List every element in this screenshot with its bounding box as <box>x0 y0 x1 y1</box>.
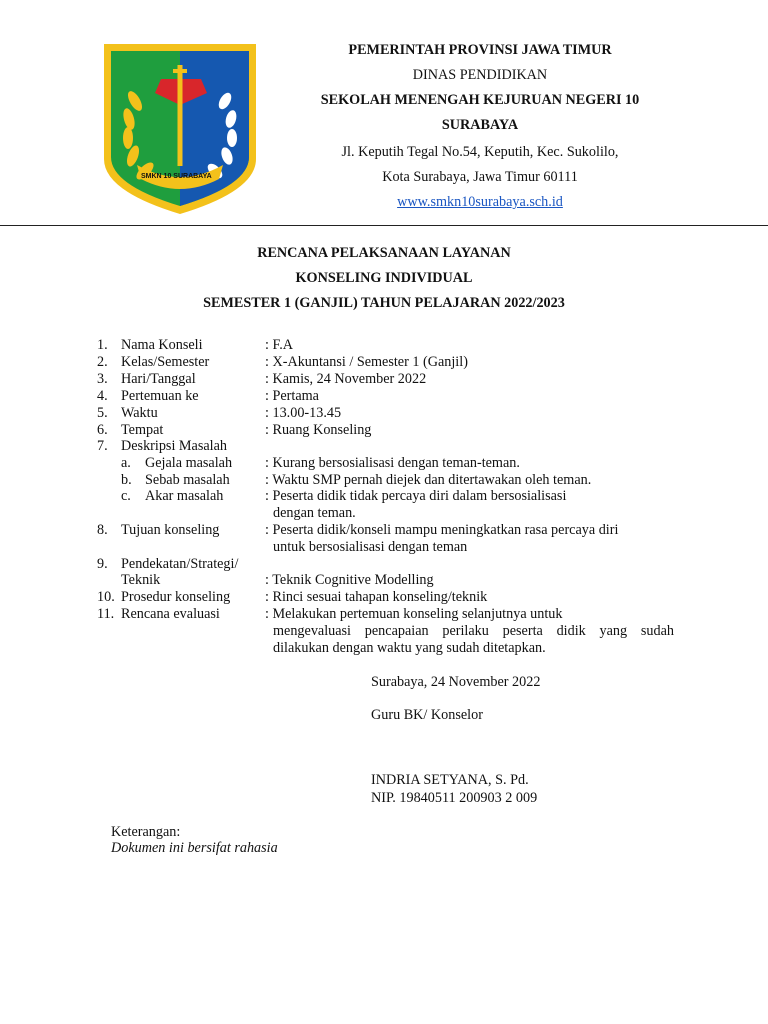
header-school-name: SEKOLAH MENENGAH KEJURUAN NEGERI 10 <box>320 92 640 108</box>
item-value: : Melakukan pertemuan konseling selanjutnya untuk <box>265 606 563 622</box>
subitem-label: Sebab masalah <box>145 472 230 488</box>
item-label: Waktu <box>121 405 158 421</box>
item-value: : 13.00-13.45 <box>265 405 342 421</box>
item-value: : Rinci sesuai tahapan konseling/teknik <box>265 589 488 605</box>
item-value: : X-Akuntansi / Semester 1 (Ganjil) <box>265 354 468 370</box>
item-label: Tujuan konseling <box>121 522 220 538</box>
item-value: : Teknik Cognitive Modelling <box>265 572 434 588</box>
item-value: : Ruang Konseling <box>265 422 372 438</box>
item-label: Nama Konseli <box>121 337 203 353</box>
item-label-continued: Teknik <box>121 572 161 588</box>
subitem-letter: c. <box>121 488 131 504</box>
item-label: Tempat <box>121 422 164 438</box>
item-label: Prosedur konseling <box>121 589 231 605</box>
item-value: : F.A <box>265 337 294 353</box>
item-value: : Kamis, 24 November 2022 <box>265 371 427 387</box>
item-value-continued: mengevaluasi pencapaian perilaku peserta didik yang sudah <box>273 623 674 639</box>
header-city: SURABAYA <box>441 117 519 133</box>
item-label: Pertemuan ke <box>121 388 199 404</box>
item-number: 11. <box>97 606 115 622</box>
item-number: 5. <box>97 405 108 421</box>
item-number: 3. <box>97 371 108 387</box>
item-value: : Pertama <box>265 388 319 404</box>
item-value: : Peserta didik/konseli mampu meningkatkan rasa percaya diri <box>265 522 619 538</box>
item-number: 8. <box>97 522 108 538</box>
item-number: 6. <box>97 422 108 438</box>
subitem-value-continued: dengan teman. <box>273 505 356 521</box>
item-value-continued: untuk bersosialisasi dengan teman <box>273 539 468 555</box>
item-label: Pendekatan/Strategi/ <box>121 556 239 572</box>
header-address-line2: Kota Surabaya, Jawa Timur 60111 <box>382 169 578 185</box>
item-value-continued: dilakukan dengan waktu yang sudah ditetapkan. <box>273 640 546 656</box>
item-label: Kelas/Semester <box>121 354 210 370</box>
school-logo <box>101 41 259 217</box>
note-label: Keterangan: <box>111 824 181 840</box>
item-label: Rencana evaluasi <box>121 606 220 622</box>
document-title-line1: RENCANA PELAKSANAAN LAYANAN <box>257 245 511 261</box>
note-text: Dokumen ini bersifat rahasia <box>111 840 278 856</box>
signature-name: INDRIA SETYANA, S. Pd. <box>371 772 529 788</box>
header-department: DINAS PENDIDIKAN <box>412 67 548 83</box>
header-address-line1: Jl. Keputih Tegal No.54, Keputih, Kec. Sukolilo, <box>341 144 619 160</box>
header-website-link[interactable]: www.smkn10surabaya.sch.id <box>397 194 563 210</box>
subitem-letter: b. <box>121 472 132 488</box>
document-title-line2: KONSELING INDIVIDUAL <box>295 270 473 286</box>
item-label: Hari/Tanggal <box>121 371 196 387</box>
subitem-label: Gejala masalah <box>145 455 233 471</box>
signature-nip: NIP. 19840511 200903 2 009 <box>371 790 538 806</box>
item-number: 1. <box>97 337 108 353</box>
subitem-label: Akar masalah <box>145 488 224 504</box>
item-number: 10. <box>97 589 115 605</box>
item-number: 2. <box>97 354 108 370</box>
item-number: 9. <box>97 556 108 572</box>
subitem-letter: a. <box>121 455 131 471</box>
header-divider <box>0 225 768 226</box>
header-government: PEMERINTAH PROVINSI JAWA TIMUR <box>348 42 612 58</box>
item-label: Deskripsi Masalah <box>121 438 227 454</box>
subitem-value: : Waktu SMP pernah diejek dan ditertawakan oleh teman. <box>265 472 592 488</box>
subitem-value: : Peserta didik tidak percaya diri dalam bersosialisasi <box>265 488 567 504</box>
document-title-line3: SEMESTER 1 (GANJIL) TAHUN PELAJARAN 2022/2023 <box>203 295 565 311</box>
item-number: 4. <box>97 388 108 404</box>
signature-role: Guru BK/ Konselor <box>371 707 483 723</box>
logo-banner-text: SMKN 10 SURABAYA <box>141 173 212 180</box>
subitem-value: : Kurang bersosialisasi dengan teman-teman. <box>265 455 520 471</box>
item-number: 7. <box>97 438 108 454</box>
signature-place-date: Surabaya, 24 November 2022 <box>371 674 541 690</box>
